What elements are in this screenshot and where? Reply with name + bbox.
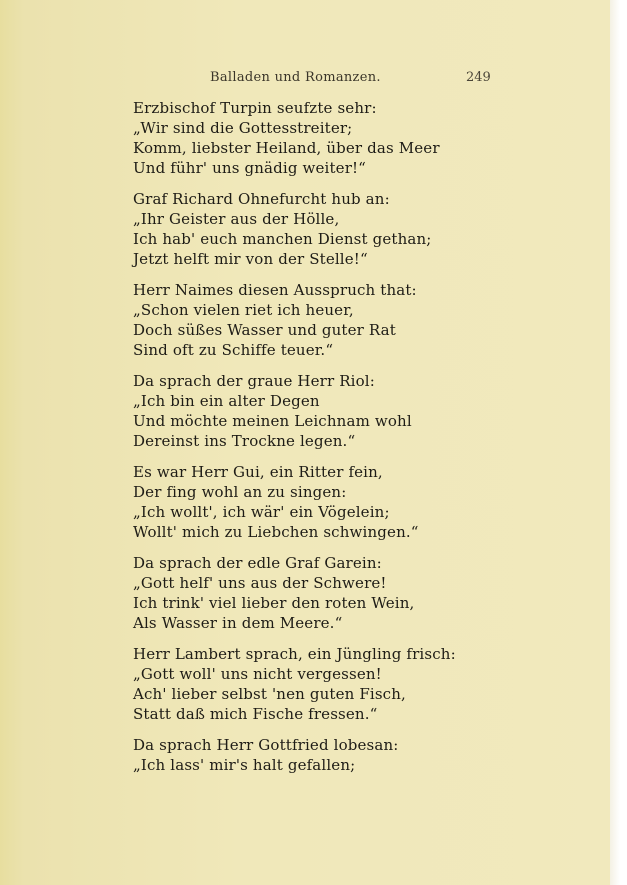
verse-line: Und führ' uns gnädig weiter!“ (133, 159, 367, 177)
verse-line: Der fing wohl an zu singen: (133, 483, 347, 501)
verse-line: Herr Lambert sprach, ein Jüngling frisch: (133, 645, 456, 663)
verse-line: „Wir sind die Gottesstreiter; (133, 119, 353, 137)
page-number: 249 (466, 70, 491, 85)
stanza (133, 644, 593, 735)
page-edge (610, 0, 627, 885)
verse-line: „Ich wollt', ich wär' ein Vögelein; (133, 503, 390, 521)
verse-line: „Gott woll' uns nicht vergessen! (133, 665, 382, 683)
verse-line: Sind oft zu Schiffe teuer.“ (133, 341, 334, 359)
verse-line: Und möchte meinen Leichnam wohl (133, 412, 412, 430)
verse-line: „Schon vielen riet ich heuer, (133, 301, 354, 319)
verse-line: „Ich bin ein alter Degen (133, 392, 320, 410)
verse-line: Wollt' mich zu Liebchen schwingen.“ (133, 523, 419, 541)
verse-line: Da sprach der edle Graf Garein: (133, 554, 382, 572)
verse-line: Jetzt helft mir von der Stelle!“ (133, 250, 368, 268)
verse-line: Es war Herr Gui, ein Ritter fein, (133, 463, 383, 481)
verse-line: Dereinst ins Trockne legen.“ (133, 432, 356, 450)
stanza (133, 735, 593, 826)
stanza (133, 280, 593, 371)
stanza (133, 189, 593, 280)
stanza (133, 371, 593, 462)
stanza (133, 98, 593, 189)
verse-line: Ich trink' viel lieber den roten Wein, (133, 594, 415, 612)
verse-line: „Ihr Geister aus der Hölle, (133, 210, 340, 228)
verse-line: „Ich lass' mir's halt gefallen; (133, 756, 356, 774)
verse-line: Statt daß mich Fische fressen.“ (133, 705, 378, 723)
verse-line: Da sprach Herr Gottfried lobesan: (133, 736, 399, 754)
verse-line: Erzbischof Turpin seufzte sehr: (133, 99, 377, 117)
verse-line: Doch süßes Wasser und guter Rat (133, 321, 396, 339)
verse-line: Ich hab' euch manchen Dienst gethan; (133, 230, 432, 248)
verse-line: Ach' lieber selbst 'nen guten Fisch, (133, 685, 406, 703)
verse-line: Graf Richard Ohnefurcht hub an: (133, 190, 390, 208)
stanza (133, 462, 593, 553)
stanza (133, 553, 593, 644)
verse-line: Da sprach der graue Herr Riol: (133, 372, 375, 390)
verse-line: Komm, liebster Heiland, über das Meer (133, 139, 440, 157)
page-header (0, 70, 610, 90)
verse-line: „Gott helf' uns aus der Schwere! (133, 574, 387, 592)
running-title: Balladen und Romanzen. (210, 70, 381, 85)
verse-line: Herr Naimes diesen Ausspruch that: (133, 281, 417, 299)
verse-line: Als Wasser in dem Meere.“ (133, 614, 343, 632)
poem (133, 98, 593, 826)
